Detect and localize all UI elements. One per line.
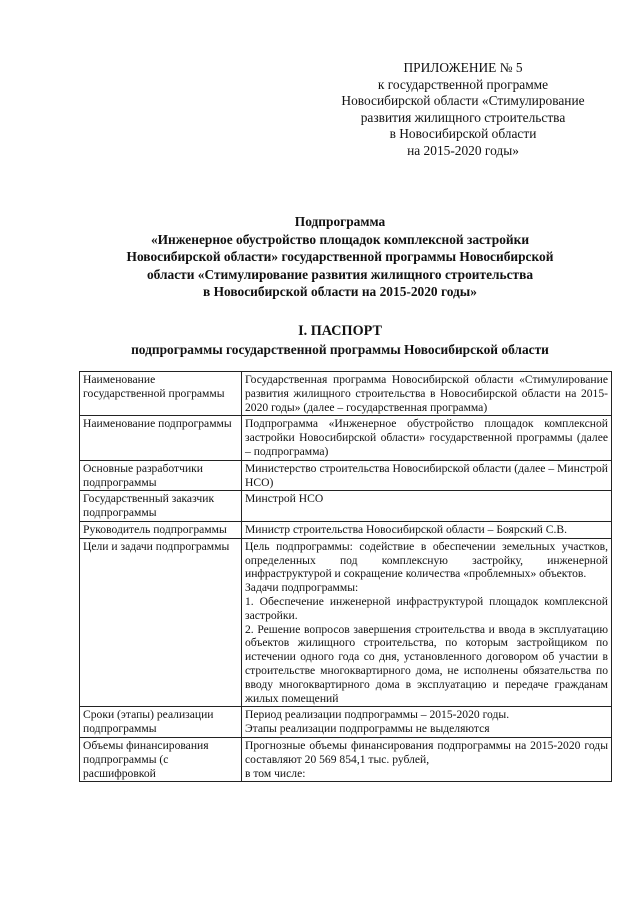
appendix-block xyxy=(322,60,604,160)
table-row xyxy=(80,491,612,522)
value-paragraph: 1. Обеспечение инженерной инфраструктурой площадок комплексной застройки. xyxy=(245,594,608,622)
passport-table xyxy=(79,371,612,782)
section-subheading: подпрограммы государственной программы Новосибирской области xyxy=(131,342,549,357)
table-row xyxy=(80,372,612,416)
value-paragraph: Подпрограмма «Инженерное обустройство площадок комплексной застройки Новосибирской области» государственной программы (далее – подпрограмма) xyxy=(245,417,608,458)
row-value xyxy=(242,372,612,416)
value-paragraph: Прогнозные объемы финансирования подпрограммы на 2015-2020 годы составляют 20 569 854,1 тыс. рублей, xyxy=(245,738,608,766)
appendix-line: Новосибирской области «Стимулирование xyxy=(341,93,585,109)
row-value xyxy=(242,521,612,538)
table-row xyxy=(80,416,612,460)
appendix-line: ПРИЛОЖЕНИЕ № 5 xyxy=(403,60,523,75)
table-row xyxy=(80,460,612,491)
row-label: Цели и задачи подпрограммы xyxy=(80,538,242,707)
row-label: Основные разработчики подпрограммы xyxy=(80,460,242,491)
row-value xyxy=(242,491,612,522)
row-label: Государственный заказчик подпрограммы xyxy=(80,491,242,522)
appendix-line: в Новосибирской области xyxy=(389,126,537,142)
value-paragraph: в том числе: xyxy=(245,766,306,780)
row-label: Наименование государственной программы xyxy=(80,372,242,416)
row-value xyxy=(242,707,612,738)
value-paragraph: 2. Решение вопросов завершения строительства и ввода в эксплуатацию объектов жилищного строительства, по которым застройщиком по истечении одного года со дня, установленного договором об участии в строительстве многоквартирного дома, не исполнены обязательства по вводу многоквартирного дома в эксплуатацию и передаче гражданам жилых помещений xyxy=(245,622,608,705)
appendix-line: к государственной программе xyxy=(377,76,549,92)
section-heading: I. ПАСПОРТ xyxy=(298,323,382,339)
appendix-line: на 2015-2020 годы» xyxy=(407,142,519,158)
table-row xyxy=(80,538,612,707)
table-row xyxy=(80,707,612,738)
value-paragraph: Задачи подпрограммы: xyxy=(245,581,359,595)
row-label: Сроки (этапы) реализации подпрограммы xyxy=(80,707,242,738)
row-label: Объемы финансирования подпрограммы (с расшифровкой xyxy=(80,737,242,781)
title-line: области «Стимулирование развития жилищного строительства xyxy=(146,266,534,282)
title-line: Подпрограмма xyxy=(294,214,386,229)
row-value xyxy=(242,538,612,707)
value-paragraph: Минстрой НСО xyxy=(245,492,324,506)
table-row xyxy=(80,737,612,781)
row-label: Руководитель подпрограммы xyxy=(80,521,242,538)
value-paragraph: Государственная программа Новосибирской области «Стимулирование развития жилищного строительства в Новосибирской области на 2015-2020 годы» (далее – государственная программа) xyxy=(245,373,608,414)
value-paragraph: Период реализации подпрограммы – 2015-2020 годы. xyxy=(245,708,510,722)
value-paragraph: Министр строительства Новосибирской области – Боярский С.В. xyxy=(245,522,568,536)
appendix-line: развития жилищного строительства xyxy=(360,109,566,125)
value-paragraph: Министерство строительства Новосибирской области (далее – Минстрой НСО) xyxy=(245,461,608,489)
row-value xyxy=(242,460,612,491)
subprogram-title xyxy=(60,213,620,301)
value-paragraph: Этапы реализации подпрограммы не выделяются xyxy=(245,722,490,736)
row-value xyxy=(242,416,612,460)
title-line: «Инженерное обустройство площадок комплексной застройки xyxy=(150,231,530,247)
value-paragraph: Цель подпрограммы: содействие в обеспечении земельных участков, определенных под комплексную застройку, инженерной инфраструктурой и сокращение количества «проблемных» объектов. xyxy=(245,539,608,581)
table-row xyxy=(80,521,612,538)
row-label: Наименование подпрограммы xyxy=(80,416,242,460)
row-value xyxy=(242,737,612,781)
title-line: в Новосибирской области на 2015-2020 годы» xyxy=(203,284,477,300)
title-line: Новосибирской области» государственной программы Новосибирской xyxy=(126,249,554,265)
